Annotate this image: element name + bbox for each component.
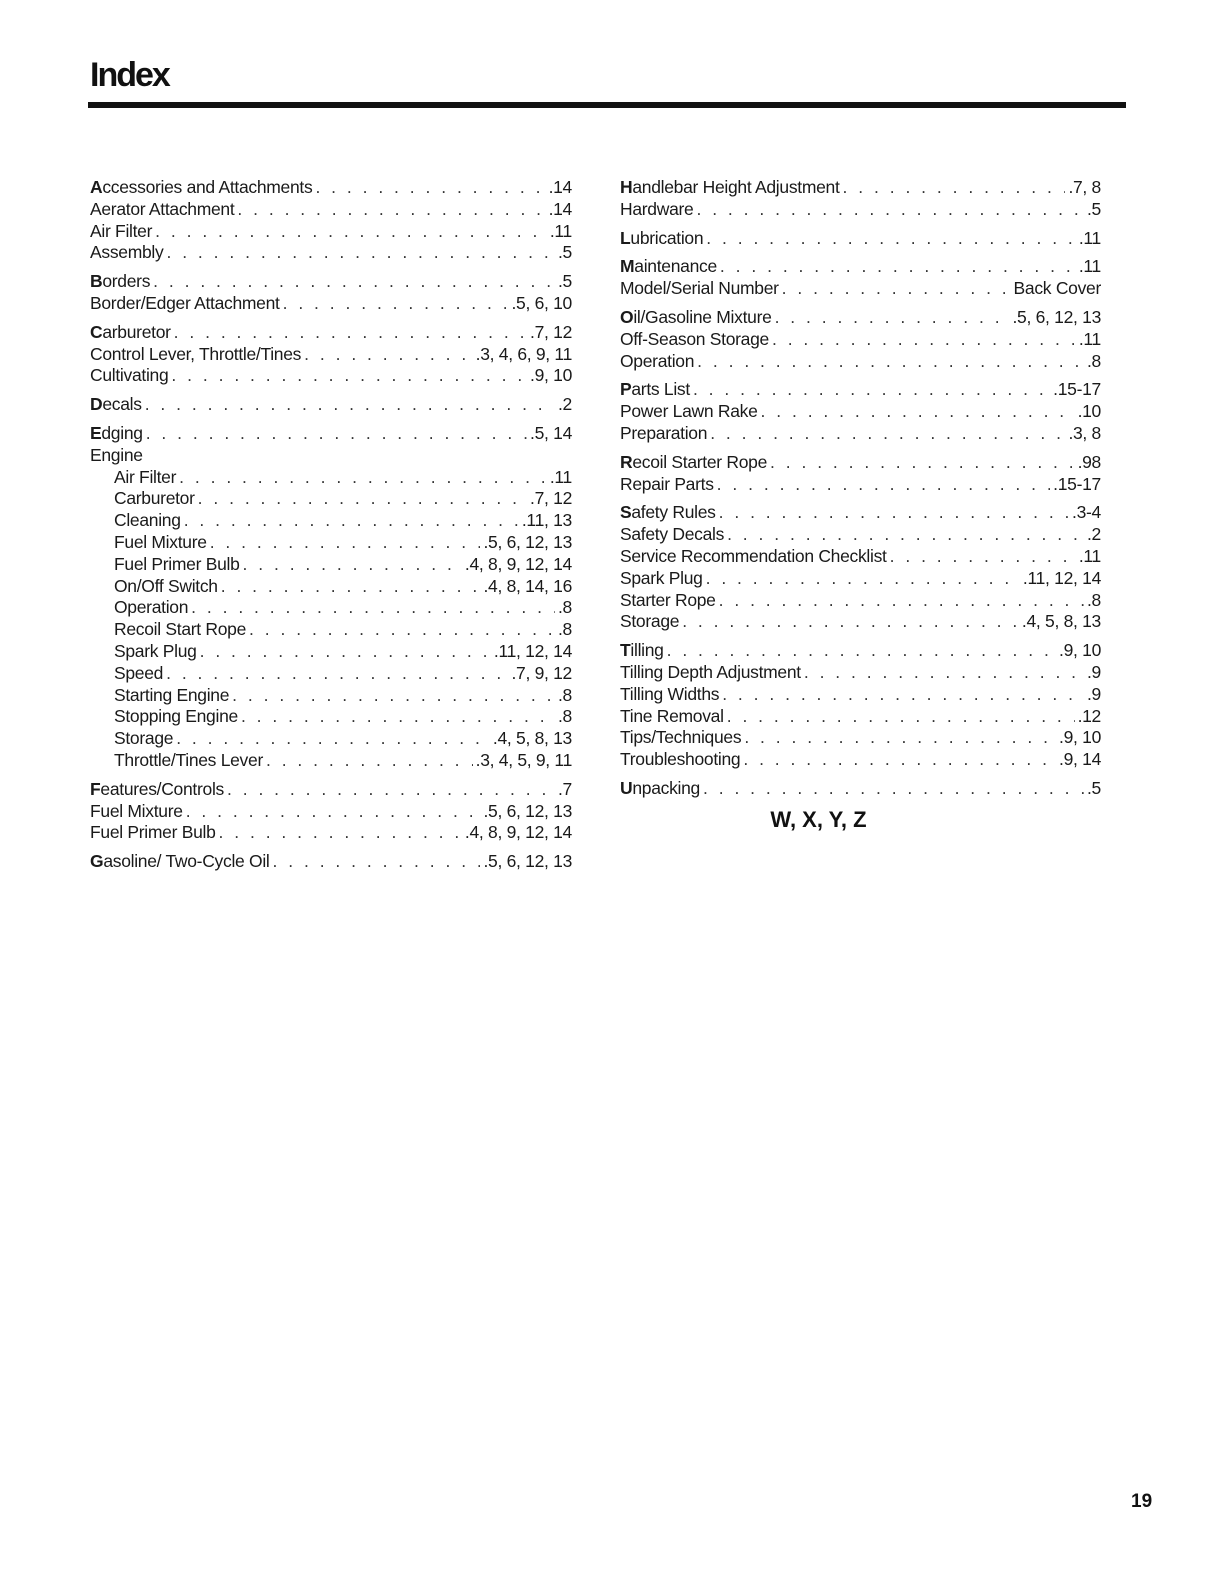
entry-pages: .5, 14 [530, 422, 572, 443]
entry-pages: .7, 12 [530, 488, 572, 509]
index-group [620, 640, 1101, 771]
index-group [620, 228, 1101, 250]
dot-leader [273, 851, 481, 873]
dot-leader [727, 524, 1084, 546]
dot-leader [146, 423, 527, 445]
entry-initial-letter: H [620, 177, 633, 197]
index-group [90, 177, 572, 264]
entry-term: Border/Edger Attachment [90, 292, 280, 313]
index-entry [620, 706, 1101, 728]
entry-term-text: ecals [102, 394, 142, 415]
dot-leader [804, 662, 1084, 684]
entry-term [90, 177, 312, 199]
dot-leader [166, 663, 508, 685]
dot-leader [717, 474, 1051, 496]
entry-term: On/Off Switch [114, 575, 218, 596]
index-entry [90, 801, 572, 823]
index-entry [90, 293, 572, 315]
entry-term-text: ubrication [630, 227, 704, 248]
entry-pages: .5, 6, 12, 13 [483, 800, 572, 821]
entry-pages: .7 [558, 778, 572, 799]
entry-term: Tilling Widths [620, 683, 720, 704]
entry-term: Preparation [620, 422, 708, 443]
entry-term: Recoil Start Rope [114, 619, 247, 640]
entry-initial-letter: P [620, 379, 632, 400]
entry-term-text: il/Gasoline Mixture [633, 306, 772, 327]
entry-term-text: dging [101, 422, 143, 443]
index-entry [620, 778, 1101, 800]
entry-term [620, 778, 700, 800]
index-entry [90, 344, 572, 366]
dot-leader [179, 467, 547, 489]
dot-leader [843, 177, 1066, 199]
entry-term-text: arts List [631, 379, 690, 400]
entry-pages: Back Cover [1013, 278, 1101, 299]
entry-initial-letter: T [620, 640, 631, 661]
entry-pages: .11 [1078, 328, 1101, 349]
dot-leader [772, 329, 1076, 351]
index-entry [90, 242, 572, 264]
index-entry [90, 851, 572, 873]
dot-leader [761, 401, 1075, 423]
dot-leader [210, 532, 481, 554]
index-entry [90, 423, 572, 445]
dot-leader [221, 576, 481, 598]
entry-term-text: eatures/Controls [100, 778, 224, 799]
entry-term: Hardware [620, 198, 694, 219]
entry-pages: .4, 5, 8, 13 [1021, 611, 1101, 632]
entry-term: Operation [620, 350, 695, 371]
dot-leader [155, 221, 547, 243]
dot-leader [191, 597, 555, 619]
entry-pages: .8 [558, 619, 572, 640]
letters-heading: W, X, Y, Z [770, 806, 867, 832]
index-entry [620, 684, 1101, 706]
entry-term-text: asoline/ Two-Cycle Oil [103, 851, 270, 872]
index-group [620, 778, 1101, 800]
index-group [620, 452, 1101, 496]
entry-term-text: andlebar Height Adjustment [632, 177, 840, 197]
dot-leader [782, 278, 1011, 300]
dot-leader [706, 568, 1020, 590]
entry-initial-letter: C [90, 321, 103, 342]
index-subentry [90, 685, 572, 707]
dot-leader [145, 394, 555, 416]
entry-pages: .8 [1087, 589, 1101, 610]
entry-term: Model/Serial Number [620, 278, 779, 299]
dot-leader [693, 379, 1050, 401]
entry-pages: .9 [1087, 683, 1101, 704]
index-group [90, 851, 572, 873]
page-number: 19 [1131, 1491, 1153, 1512]
entry-term: Tilling Depth Adjustment [620, 661, 801, 682]
dot-leader [166, 242, 555, 264]
entry-pages: .11 [549, 220, 572, 241]
entry-pages: .12 [1077, 705, 1101, 726]
index-entry [620, 177, 1101, 199]
entry-pages: .8 [558, 706, 572, 727]
entry-pages: .10 [1077, 401, 1101, 422]
index-group [620, 256, 1101, 300]
entry-term: Starter Rope [620, 589, 716, 610]
index-group [90, 322, 572, 387]
index-entry [620, 524, 1101, 546]
entry-term: Repair Parts [620, 473, 714, 494]
index-entry [620, 379, 1101, 401]
entry-term: Spark Plug [620, 567, 703, 588]
entry-pages: .14 [548, 198, 572, 219]
entry-pages: .5 [558, 242, 572, 263]
entry-pages: .4, 8, 9, 12, 14 [464, 553, 572, 574]
entry-term: Power Lawn Rake [620, 401, 758, 422]
entry-pages: .3, 8 [1068, 422, 1101, 443]
entry-term: Assembly [90, 242, 164, 263]
index-entry [620, 640, 1101, 662]
entry-pages: .5, 6, 12, 13 [483, 851, 572, 872]
index-subentry [90, 663, 572, 685]
entry-term: Off-Season Storage [620, 328, 769, 349]
entry-initial-letter: R [620, 451, 633, 472]
entry-term: Throttle/Tines Lever [114, 749, 263, 770]
index-group [620, 502, 1101, 633]
entry-term: Air Filter [114, 466, 177, 487]
entry-term: Control Lever, Throttle/Tines [90, 343, 302, 364]
entry-pages: .3, 4, 5, 9, 11 [475, 749, 572, 770]
entry-initial-letter: G [90, 851, 104, 872]
entry-term [620, 228, 703, 250]
dot-leader [198, 488, 527, 510]
index-entry [90, 365, 572, 387]
entry-pages: .9, 10 [1059, 640, 1101, 661]
entry-initial-letter: E [90, 422, 102, 443]
entry-term: Troubleshooting [620, 749, 741, 770]
entry-term [90, 851, 270, 873]
index-subentry [90, 576, 572, 598]
entry-term-text: orders [102, 271, 151, 292]
dot-leader [720, 256, 1076, 278]
dot-leader [174, 322, 527, 344]
entry-initial-letter: F [90, 778, 101, 799]
dot-leader [315, 177, 545, 199]
entry-initial-letter: M [620, 256, 635, 277]
index-group [620, 307, 1101, 372]
entry-term: Storage [620, 611, 680, 632]
index-column-left [90, 177, 572, 880]
entry-term: Engine [90, 444, 143, 465]
dot-leader [304, 344, 473, 366]
entry-term-text: ccessories and Attachments [102, 177, 313, 197]
entry-term-text: arburetor [102, 321, 171, 342]
entry-pages: .7, 9, 12 [511, 662, 572, 683]
index-subentry [90, 467, 572, 489]
entry-term [90, 423, 143, 445]
entry-pages: .11 [1078, 256, 1101, 277]
entry-term: Fuel Primer Bulb [114, 553, 240, 574]
entry-term: Tips/Techniques [620, 727, 742, 748]
index-entry [620, 228, 1101, 250]
entry-pages: .11, 13 [521, 510, 572, 531]
index-subentry [90, 641, 572, 663]
index-entry [90, 779, 572, 801]
entry-pages: .14 [548, 177, 572, 197]
entry-term: Air Filter [90, 220, 153, 241]
index-entry [620, 546, 1101, 568]
index-subentry [90, 554, 572, 576]
index-group [90, 394, 572, 416]
entry-term: Speed [114, 662, 164, 683]
dot-leader [719, 590, 1084, 612]
index-entry [620, 590, 1101, 612]
entry-term [90, 394, 142, 416]
entry-term [620, 307, 772, 329]
dot-leader [706, 228, 1076, 250]
dot-leader [219, 822, 462, 844]
dot-leader [184, 510, 519, 532]
index-entry [620, 199, 1101, 221]
index-entry [620, 611, 1101, 633]
dot-leader [744, 727, 1056, 749]
index-entry [620, 452, 1101, 474]
entry-term-text: ecoil Starter Rope [632, 451, 768, 472]
entry-term: Service Recommendation Checklist [620, 545, 887, 566]
entry-term [620, 502, 716, 524]
entry-pages: .9 [1087, 661, 1101, 682]
index-entry [620, 423, 1101, 445]
dot-leader [703, 778, 1084, 800]
entry-pages: .5, 6, 12, 13 [483, 531, 572, 552]
entry-pages: .15-17 [1053, 473, 1101, 494]
entry-term [620, 379, 690, 401]
index-subentry [90, 728, 572, 750]
page-title: Index [90, 56, 169, 94]
index-entry [620, 568, 1101, 590]
entry-pages: .11 [1078, 227, 1101, 248]
entry-pages: .3-4 [1072, 502, 1101, 523]
index-subentry [90, 488, 572, 510]
index-entry [620, 727, 1101, 749]
entry-initial-letter: O [620, 306, 634, 327]
entry-term [620, 177, 840, 199]
dot-leader [176, 728, 490, 750]
index-entry [620, 351, 1101, 373]
index-entry [620, 662, 1101, 684]
dot-leader [697, 351, 1084, 373]
dot-leader [775, 307, 1010, 329]
entry-initial-letter: B [90, 271, 103, 292]
dot-leader [696, 199, 1084, 221]
entry-initial-letter: L [620, 227, 631, 248]
entry-pages: .5, 6, 12, 13 [1012, 306, 1101, 327]
dot-leader [232, 685, 555, 707]
index-entry [90, 394, 572, 416]
entry-term: Fuel Primer Bulb [90, 822, 216, 843]
index-group [620, 379, 1101, 444]
index-entry [90, 199, 572, 221]
index-group [90, 779, 572, 844]
entry-term: Cleaning [114, 510, 181, 531]
index-subentry [90, 597, 572, 619]
entry-pages: .11 [1078, 545, 1101, 566]
entry-pages: .11, 12, 14 [1022, 567, 1101, 588]
dot-leader [727, 706, 1075, 728]
index-entry [90, 271, 572, 293]
index-entry [620, 401, 1101, 423]
index-entry [620, 278, 1101, 300]
entry-pages: .98 [1077, 451, 1101, 472]
entry-term-text: npacking [632, 777, 700, 798]
entry-term: Spark Plug [114, 640, 197, 661]
index-entry [90, 822, 572, 844]
entry-term: Safety Decals [620, 524, 725, 545]
index-subentry [90, 619, 572, 641]
dot-leader [186, 801, 481, 823]
dot-leader [237, 199, 545, 221]
entry-pages: .7, 8 [1068, 177, 1101, 197]
entry-term-text: afety Rules [631, 502, 716, 523]
dot-leader [710, 423, 1065, 445]
entry-term [620, 640, 664, 662]
entry-term: Carburetor [114, 488, 195, 509]
entry-pages: .4, 5, 8, 13 [492, 728, 572, 749]
entry-pages: .7, 12 [530, 321, 572, 342]
dot-leader [200, 641, 491, 663]
entry-pages: .4, 8, 9, 12, 14 [464, 822, 572, 843]
entry-term: Starting Engine [114, 684, 230, 705]
entry-term: Stopping Engine [114, 706, 238, 727]
dot-leader [682, 611, 1019, 633]
dot-leader [743, 749, 1056, 771]
index-entry [620, 474, 1101, 496]
entry-term-text: illing [630, 640, 664, 661]
entry-pages: .8 [558, 597, 572, 618]
entry-term: Operation [114, 597, 189, 618]
entry-pages: .11, 12, 14 [493, 640, 572, 661]
dot-leader [667, 640, 1056, 662]
dot-leader [266, 750, 473, 772]
entry-pages: .4, 8, 14, 16 [483, 575, 572, 596]
entry-pages: .8 [1087, 350, 1101, 371]
dot-leader [227, 779, 555, 801]
dot-leader [241, 706, 555, 728]
index-entry [90, 221, 572, 243]
entry-pages: .2 [558, 394, 572, 415]
index-entry [90, 322, 572, 344]
dot-leader [249, 619, 555, 641]
entry-term [90, 779, 224, 801]
index-entry [90, 177, 572, 199]
entry-pages: .5 [1087, 198, 1101, 219]
index-column-right [620, 177, 1101, 833]
dot-leader [722, 684, 1084, 706]
index-entry [620, 749, 1101, 771]
entry-initial-letter: D [90, 394, 103, 415]
dot-leader [719, 502, 1069, 524]
entry-pages: .5 [1087, 777, 1101, 798]
entry-term: Aerator Attachment [90, 198, 235, 219]
entry-initial-letter: S [620, 502, 632, 523]
entry-term [90, 271, 150, 293]
index-group [90, 423, 572, 772]
entry-term-text: aintenance [634, 256, 717, 277]
entry-term [620, 256, 717, 278]
entry-pages: .2 [1087, 524, 1101, 545]
dot-leader [243, 554, 462, 576]
index-entry [620, 256, 1101, 278]
index-entry [620, 502, 1101, 524]
entry-pages: .3, 4, 6, 9, 11 [475, 343, 572, 364]
dot-leader [153, 271, 555, 293]
title-rule [88, 102, 1126, 108]
index-subentry [90, 750, 572, 772]
entry-term: Tine Removal [620, 705, 724, 726]
index-group [620, 177, 1101, 221]
entry-pages: .9, 10 [530, 365, 572, 386]
entry-term: Storage [114, 728, 174, 749]
entry-pages: .9, 14 [1059, 749, 1101, 770]
entry-term [620, 452, 767, 474]
dot-leader [171, 365, 527, 387]
dot-leader [283, 293, 509, 315]
index-subentry [90, 706, 572, 728]
dot-leader [890, 546, 1076, 568]
index-heading [90, 445, 572, 467]
entry-term [90, 322, 171, 344]
entry-pages: .5, 6, 10 [511, 292, 572, 313]
entry-pages: .9, 10 [1059, 727, 1101, 748]
dot-leader [770, 452, 1075, 474]
index-group [90, 271, 572, 315]
index-subentry [90, 510, 572, 532]
index-subentry [90, 532, 572, 554]
entry-pages: .11 [549, 466, 572, 487]
entry-pages: .5 [558, 271, 572, 292]
entry-initial-letter: U [620, 777, 633, 798]
index-entry [620, 307, 1101, 329]
entry-initial-letter: A [90, 177, 103, 197]
entry-term: Fuel Mixture [90, 800, 183, 821]
entry-term: Fuel Mixture [114, 531, 207, 552]
index-entry [620, 329, 1101, 351]
entry-pages: .8 [558, 684, 572, 705]
entry-pages: .15-17 [1053, 379, 1101, 400]
entry-term: Cultivating [90, 365, 169, 386]
